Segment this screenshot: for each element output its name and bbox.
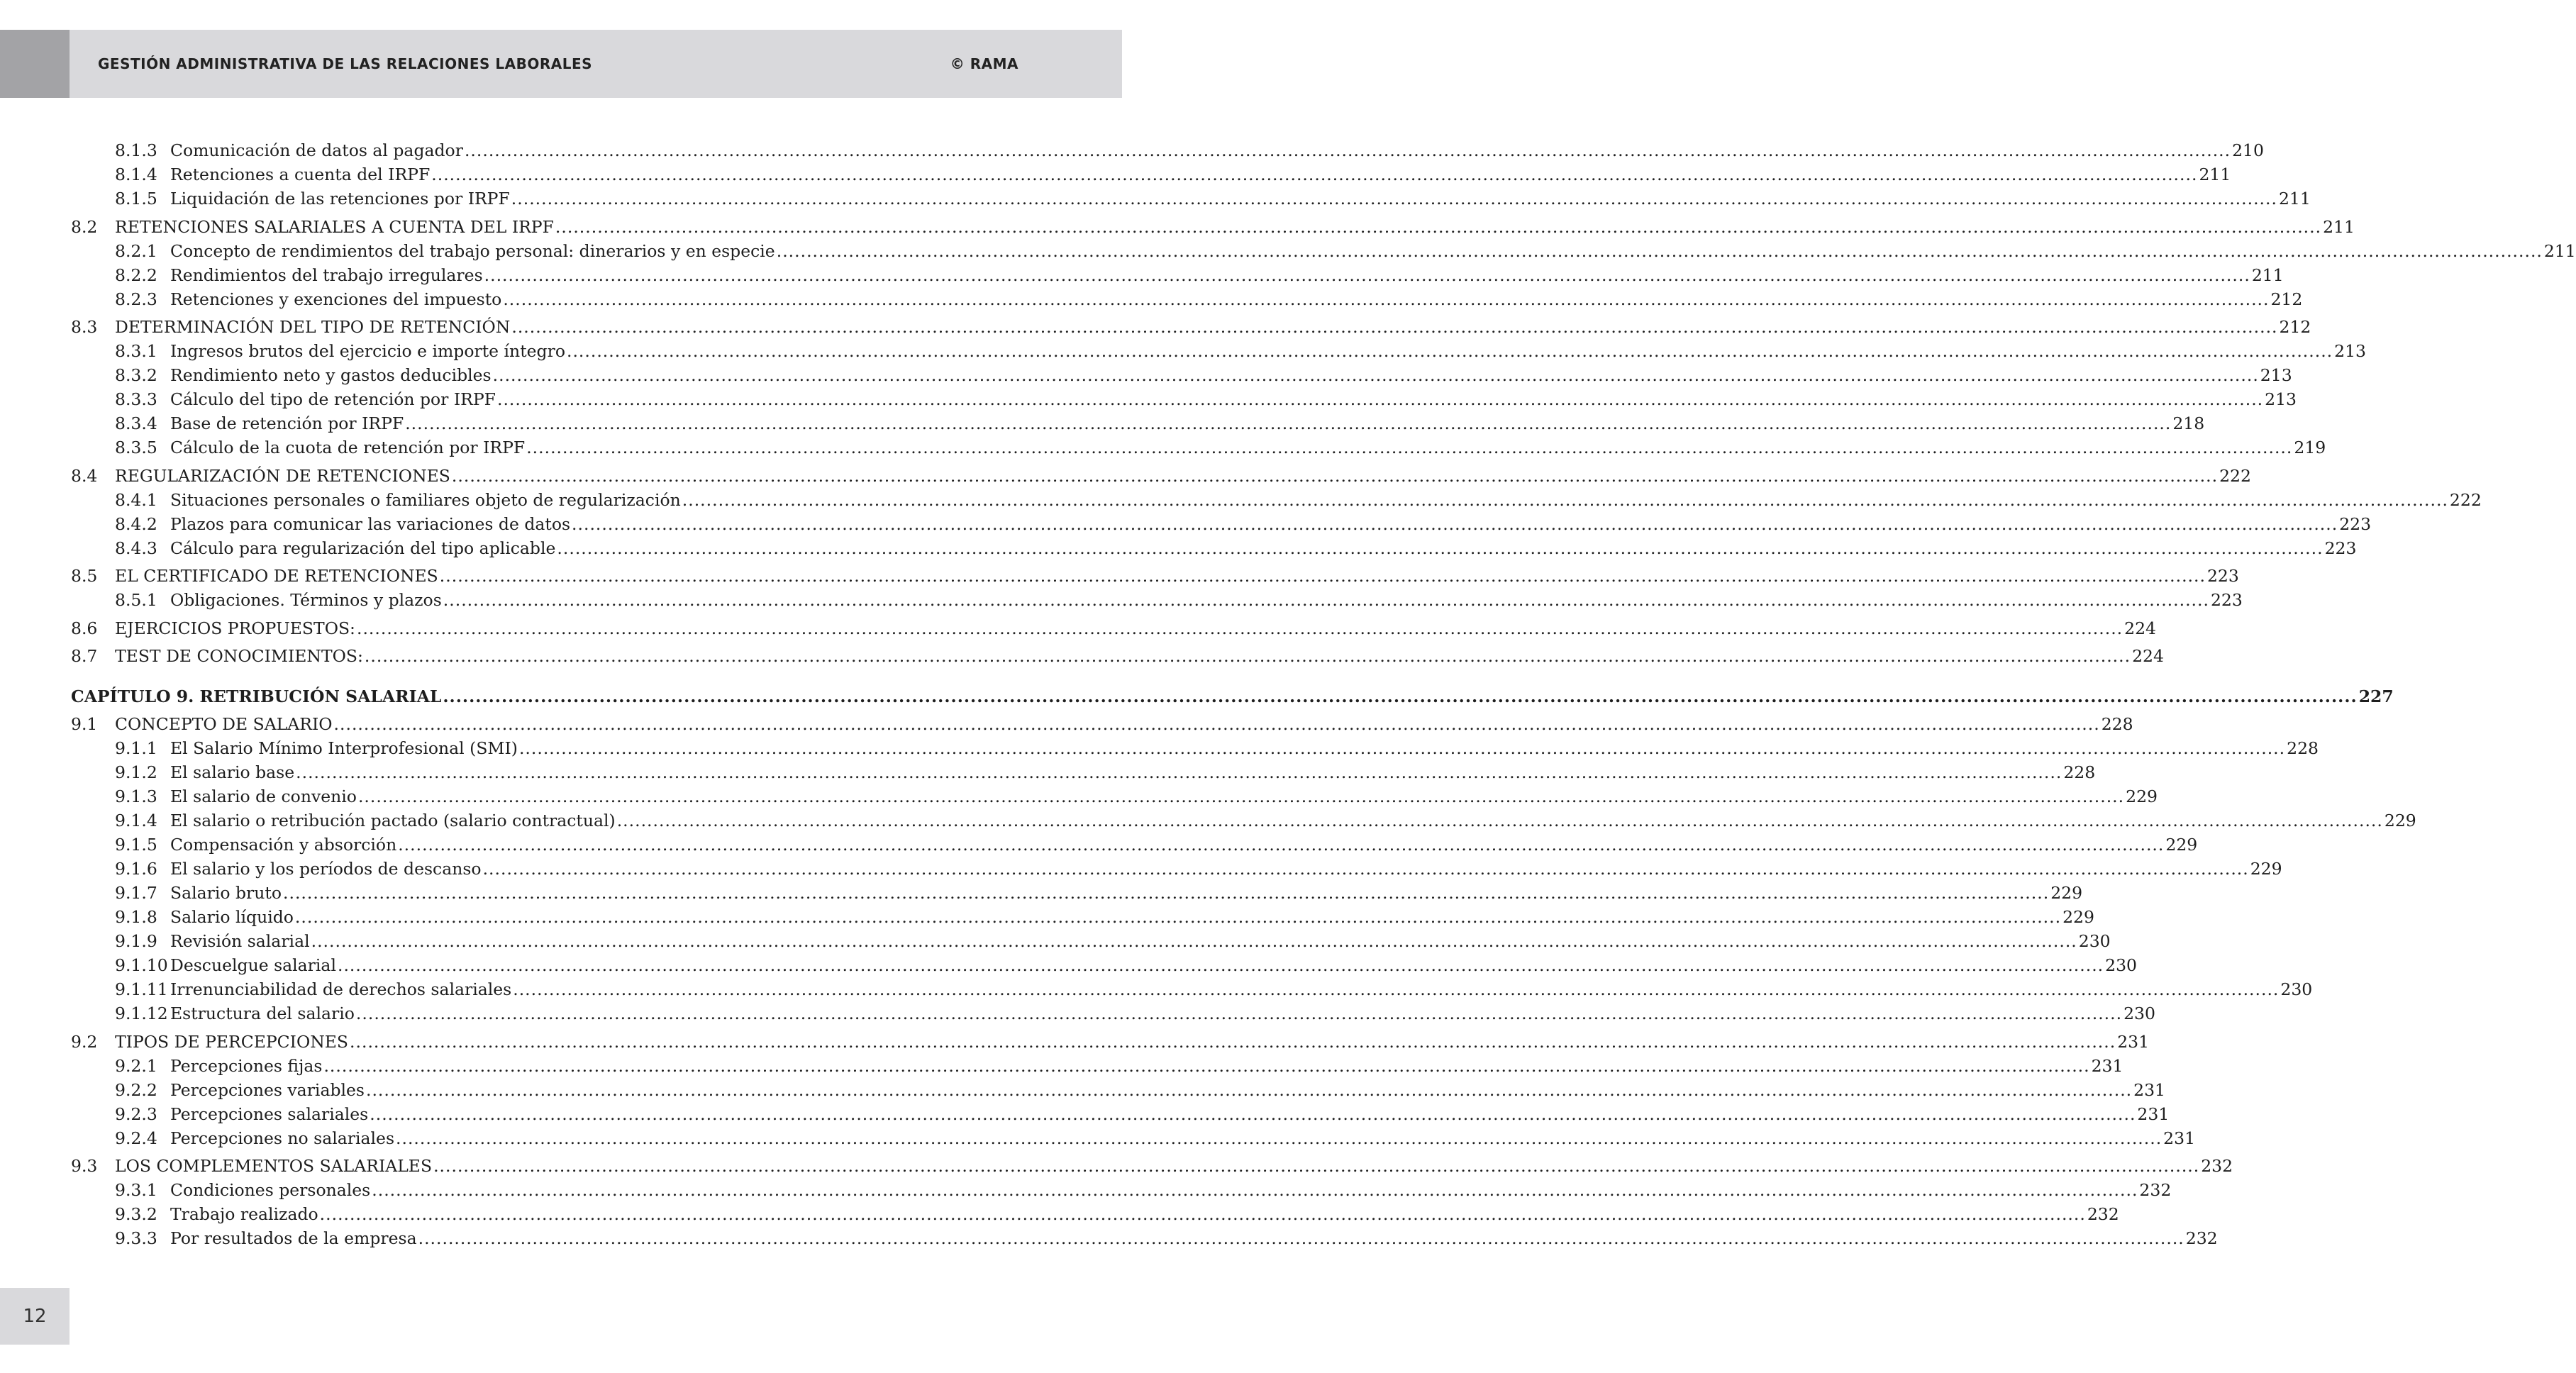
toc-entry-title: Irrenunciabilidad de derechos salariales <box>170 979 512 999</box>
toc-entry-number: 8.2.2 <box>115 265 157 285</box>
toc-dot-leader <box>372 1179 2138 1201</box>
toc-entry-title: Compensación y absorción <box>170 835 397 855</box>
toc-entry-number: 9.2.2 <box>115 1080 157 1100</box>
toc-entry-title: EL CERTIFICADO DE RETENCIONES <box>115 566 438 586</box>
toc-dot-leader <box>511 316 2277 338</box>
toc-entry <box>115 1128 2196 1149</box>
toc-dot-leader <box>365 645 2131 667</box>
toc-entry-number: 8.3.4 <box>115 413 157 433</box>
toc-entry-title: Estructura del salario <box>170 1004 355 1023</box>
toc-entry <box>71 565 2239 587</box>
toc-dot-leader <box>567 340 2333 362</box>
header-tab-block <box>0 30 70 98</box>
toc-entry-number: 9.1.6 <box>115 859 157 879</box>
toc-dot-leader <box>418 1228 2184 1249</box>
toc-entry-number: 9.1.5 <box>115 835 157 855</box>
toc-entry-number: 8.3.1 <box>115 341 157 361</box>
toc-entry-page: 229 <box>2050 883 2083 903</box>
toc-entry-number: 8.6 <box>71 618 98 638</box>
toc-entry-number: 8.4.2 <box>115 514 157 534</box>
toc-entry-number: 8.5.1 <box>115 590 157 610</box>
toc-entry-page: 219 <box>2294 438 2326 457</box>
toc-entry-page: 210 <box>2232 140 2264 160</box>
toc-entry-page: 218 <box>2172 413 2205 433</box>
toc-entry-number: 8.3.2 <box>115 365 157 385</box>
toc-entry-title: Cálculo de la cuota de retención por IRPF <box>170 438 526 457</box>
toc-entry-page: 231 <box>2133 1080 2166 1100</box>
toc-entry <box>115 365 2292 386</box>
toc-dot-leader <box>465 140 2231 161</box>
toc-entry-number: 8.1.4 <box>115 165 157 184</box>
toc-entry-title: Percepciones variables <box>170 1080 365 1100</box>
toc-entry-page: 227 <box>2358 686 2394 706</box>
toc-entry-number: 9.1.11 <box>115 979 168 999</box>
toc-entry-page: 230 <box>2123 1004 2155 1023</box>
toc-entry-title: DETERMINACIÓN DEL TIPO DE RETENCIÓN <box>115 317 511 337</box>
toc-entry-page: 228 <box>2287 738 2319 758</box>
toc-dot-leader <box>572 513 2338 535</box>
toc-entry <box>71 465 2251 487</box>
toc-entry <box>115 389 2297 410</box>
toc-entry <box>115 1204 2119 1225</box>
toc-dot-leader <box>405 413 2171 434</box>
toc-dot-leader <box>493 365 2259 386</box>
toc-entry-page: 229 <box>2165 835 2198 855</box>
toc-dot-leader <box>366 1079 2132 1101</box>
toc-entry-number: 9.2.1 <box>115 1056 157 1076</box>
toc-entry-number: 9.1.9 <box>115 931 157 951</box>
toc-entry-number: 8.2.1 <box>115 241 157 261</box>
toc-entry-title: El salario de convenio <box>170 786 357 806</box>
toc-dot-leader <box>497 389 2263 410</box>
toc-entry <box>115 240 2576 262</box>
toc-entry-number: 9.1.12 <box>115 1004 168 1023</box>
toc-entry-title: El salario o retribución pactado (salario contractual) <box>170 811 616 830</box>
running-header-title: GESTIÓN ADMINISTRATIVA DE LAS RELACIONES LABORALES <box>98 55 593 72</box>
toc-entry-title: Percepciones no salariales <box>170 1128 394 1148</box>
toc-entry-number: 9.1.2 <box>115 762 157 782</box>
toc-entry-page: 232 <box>2087 1204 2119 1224</box>
toc-dot-leader <box>483 858 2249 879</box>
toc-entry-number: 9.2.4 <box>115 1128 157 1148</box>
toc-dot-leader <box>557 538 2323 559</box>
toc-entry-title: Plazos para comunicar las variaciones de datos <box>170 514 571 534</box>
toc-entry-title: Revisión salarial <box>170 931 310 951</box>
toc-entry <box>71 713 2133 735</box>
toc-entry-number: 8.3.5 <box>115 438 157 457</box>
toc-entry-title: Situaciones personales o familiares objeto de regularización <box>170 490 681 510</box>
toc-entry <box>115 589 2243 611</box>
toc-entry-number: 8.1.5 <box>115 189 157 209</box>
toc-entry-page: 228 <box>2063 762 2096 782</box>
toc-entry <box>115 738 2319 759</box>
toc-entry-title: Retenciones a cuenta del IRPF <box>170 165 431 184</box>
toc-entry-page: 232 <box>2139 1180 2172 1200</box>
toc-entry-page: 232 <box>2185 1228 2218 1248</box>
toc-entry-title: Percepciones salariales <box>170 1104 369 1124</box>
toc-entry-number: 9.2 <box>71 1032 98 1052</box>
toc-entry <box>71 316 2311 338</box>
toc-entry <box>115 437 2326 458</box>
toc-dot-leader <box>513 979 2279 1000</box>
toc-entry-title: Obligaciones. Términos y plazos <box>170 590 442 610</box>
running-header-publisher: © RAMA <box>950 55 1018 72</box>
toc-dot-leader <box>357 618 2123 639</box>
toc-dot-leader <box>370 1104 2136 1125</box>
toc-entry-number: 9.1 <box>71 714 98 734</box>
toc-dot-leader <box>323 1055 2089 1077</box>
toc-entry-number: 8.1.3 <box>115 140 157 160</box>
toc-dot-leader <box>682 489 2448 511</box>
toc-entry <box>115 164 2231 185</box>
toc-entry <box>115 834 2198 855</box>
toc-entry-page: 229 <box>2126 786 2158 806</box>
toc-entry <box>115 513 2372 535</box>
toc-entry-title: Rendimientos del trabajo irregulares <box>170 265 483 285</box>
toc-entry-page: 211 <box>2543 241 2576 261</box>
toc-entry <box>115 1104 2170 1125</box>
toc-dot-leader <box>283 882 2049 904</box>
toc-entry-number: 8.7 <box>71 646 98 666</box>
toc-dot-leader <box>777 240 2543 262</box>
toc-entry-title: Salario líquido <box>170 907 294 927</box>
toc-entry-number: 9.1.10 <box>115 955 168 975</box>
toc-entry-number: 8.4.1 <box>115 490 157 510</box>
page-number: 12 <box>23 1306 47 1327</box>
toc-entry-number: 9.1.3 <box>115 786 157 806</box>
toc-entry-page: 229 <box>2250 859 2282 879</box>
toc-dot-leader <box>431 164 2197 185</box>
toc-entry-title: EJERCICIOS PROPUESTOS: <box>115 618 355 638</box>
toc-dot-leader <box>519 738 2285 759</box>
toc-dot-leader <box>311 930 2077 952</box>
toc-dot-leader <box>511 188 2277 209</box>
toc-entry-page: 228 <box>2101 714 2133 734</box>
toc-entry-title: Comunicación de datos al pagador <box>170 140 463 160</box>
toc-entry-page: 230 <box>2280 979 2313 999</box>
toc-entry-page: 223 <box>2324 538 2357 558</box>
toc-entry-page: 223 <box>2206 566 2239 586</box>
toc-entry-title: Percepciones fijas <box>170 1056 323 1076</box>
toc-entry-title: Concepto de rendimientos del trabajo personal: dinerarios y en especie <box>170 241 775 261</box>
toc-dot-leader <box>526 437 2292 458</box>
toc-dot-leader <box>433 1155 2199 1177</box>
toc-entry-page: 213 <box>2265 389 2297 409</box>
toc-dot-leader <box>484 265 2250 286</box>
toc-entry-title: REGULARIZACIÓN DE RETENCIONES <box>115 466 450 486</box>
toc-entry <box>115 489 2482 511</box>
toc-entry <box>115 140 2264 161</box>
toc-dot-leader <box>358 786 2124 807</box>
toc-entry <box>115 538 2357 559</box>
toc-entry <box>115 786 2158 807</box>
toc-entry <box>115 906 2094 928</box>
toc-entry-title: TEST DE CONOCIMIENTOS: <box>115 646 363 666</box>
toc-entry-title: El salario base <box>170 762 295 782</box>
toc-entry <box>115 979 2313 1000</box>
toc-chapter-entry <box>71 686 2394 707</box>
toc-dot-leader <box>443 589 2209 611</box>
toc-entry-title: El salario y los períodos de descanso <box>170 859 482 879</box>
toc-dot-leader <box>295 906 2061 928</box>
toc-entry <box>71 618 2157 639</box>
toc-dot-leader <box>452 465 2218 487</box>
toc-entry-page: 230 <box>2078 931 2111 951</box>
toc-entry-title: LOS COMPLEMENTOS SALARIALES <box>115 1156 433 1176</box>
toc-entry-title: El Salario Mínimo Interprofesional (SMI) <box>170 738 518 758</box>
toc-entry <box>115 1079 2166 1101</box>
toc-dot-leader <box>440 565 2206 587</box>
toc-entry-page: 222 <box>2219 466 2251 486</box>
toc-dot-leader <box>334 713 2100 735</box>
toc-entry <box>115 413 2205 434</box>
toc-entry <box>115 188 2311 209</box>
toc-entry <box>115 340 2366 362</box>
toc-entry-page: 212 <box>2279 317 2311 337</box>
toc-dot-leader <box>396 1128 2162 1149</box>
toc-entry-number: 8.5 <box>71 566 98 586</box>
toc-entry <box>115 1003 2155 1024</box>
toc-entry-number: 9.3.1 <box>115 1180 157 1200</box>
toc-entry-title: Por resultados de la empresa <box>170 1228 417 1248</box>
toc-entry-title: Retenciones y exenciones del impuesto <box>170 289 502 309</box>
toc-entry-number: 9.3.3 <box>115 1228 157 1248</box>
toc-entry-page: 232 <box>2201 1156 2233 1176</box>
toc-entry-number: 9.3.2 <box>115 1204 157 1224</box>
toc-entry <box>115 882 2083 904</box>
toc-dot-leader <box>320 1204 2086 1225</box>
toc-entry-page: 231 <box>2137 1104 2170 1124</box>
toc-entry-title: Cálculo para regularización del tipo aplicable <box>170 538 556 558</box>
toc-entry <box>115 265 2284 286</box>
toc-entry-page: 229 <box>2384 811 2416 830</box>
toc-entry <box>115 930 2111 952</box>
toc-entry-number: 8.3.3 <box>115 389 157 409</box>
toc-dot-leader <box>617 810 2383 831</box>
toc-entry <box>115 955 2137 976</box>
toc-entry-page: 222 <box>2449 490 2482 510</box>
toc-entry-number: 8.3 <box>71 317 98 337</box>
toc-entry-title: CONCEPTO DE SALARIO <box>115 714 333 734</box>
toc-entry-title: CAPÍTULO 9. RETRIBUCIÓN SALARIAL <box>71 686 442 706</box>
toc-entry-title: Base de retención por IRPF <box>170 413 404 433</box>
toc-entry-title: Rendimiento neto y gastos deducibles <box>170 365 492 385</box>
toc-entry-number: 9.1.1 <box>115 738 157 758</box>
toc-entry-page: 223 <box>2339 514 2372 534</box>
toc-entry-page: 229 <box>2063 907 2094 927</box>
toc-entry-number: 8.2.3 <box>115 289 157 309</box>
toc-entry <box>71 1031 2150 1052</box>
toc-entry-title: Trabajo realizado <box>170 1204 318 1224</box>
toc-dot-leader <box>555 216 2321 238</box>
toc-entry-page: 231 <box>2117 1032 2150 1052</box>
toc-entry-title: Descuelgue salarial <box>170 955 336 975</box>
toc-entry-page: 223 <box>2210 590 2243 610</box>
toc-entry <box>115 1179 2172 1201</box>
toc-entry-number: 9.1.4 <box>115 811 157 830</box>
toc-entry <box>115 1055 2123 1077</box>
toc-entry-title: Liquidación de las retenciones por IRPF <box>170 189 510 209</box>
toc-entry-title: Cálculo del tipo de retención por IRPF <box>170 389 496 409</box>
toc-entry <box>71 1155 2233 1177</box>
toc-entry-number: 8.4.3 <box>115 538 157 558</box>
toc-entry-page: 213 <box>2260 365 2292 385</box>
toc-entry-title: Condiciones personales <box>170 1180 371 1200</box>
toc-entry <box>71 216 2355 238</box>
toc-dot-leader <box>296 762 2062 783</box>
toc-entry <box>115 289 2303 310</box>
toc-entry-number: 8.4 <box>71 466 98 486</box>
toc-entry-page: 231 <box>2091 1056 2123 1076</box>
toc-dot-leader <box>350 1031 2116 1052</box>
toc-dot-leader <box>356 1003 2122 1024</box>
toc-entry-page: 212 <box>2270 289 2303 309</box>
toc-entry <box>115 762 2096 783</box>
toc-entry-title: TIPOS DE PERCEPCIONES <box>115 1032 349 1052</box>
toc-entry-page: 213 <box>2334 341 2366 361</box>
toc-entry <box>115 858 2282 879</box>
toc-entry-number: 9.1.8 <box>115 907 157 927</box>
toc-dot-leader <box>398 834 2164 855</box>
toc-entry-page: 211 <box>2278 189 2311 209</box>
toc-entry-page: 211 <box>2323 217 2355 237</box>
toc-entry-page: 224 <box>2132 646 2164 666</box>
toc-dot-leader <box>338 955 2104 976</box>
toc-entry-page: 211 <box>2199 165 2231 184</box>
toc-entry-number: 9.3 <box>71 1156 98 1176</box>
toc-entry-page: 211 <box>2251 265 2284 285</box>
toc-dot-leader <box>503 289 2269 310</box>
toc-entry-number: 9.1.7 <box>115 883 157 903</box>
toc-entry <box>115 810 2416 831</box>
toc-entry-title: RETENCIONES SALARIALES A CUENTA DEL IRPF <box>115 217 554 237</box>
toc-entry <box>71 645 2164 667</box>
toc-entry-page: 231 <box>2163 1128 2196 1148</box>
toc-dot-leader <box>443 686 2357 707</box>
toc-entry-page: 230 <box>2105 955 2137 975</box>
toc-entry-number: 9.2.3 <box>115 1104 157 1124</box>
toc-entry <box>115 1228 2218 1249</box>
toc-entry-title: Salario bruto <box>170 883 282 903</box>
toc-entry-title: Ingresos brutos del ejercicio e importe íntegro <box>170 341 565 361</box>
toc-entry-page: 224 <box>2124 618 2157 638</box>
toc-entry-number: 8.2 <box>71 217 98 237</box>
